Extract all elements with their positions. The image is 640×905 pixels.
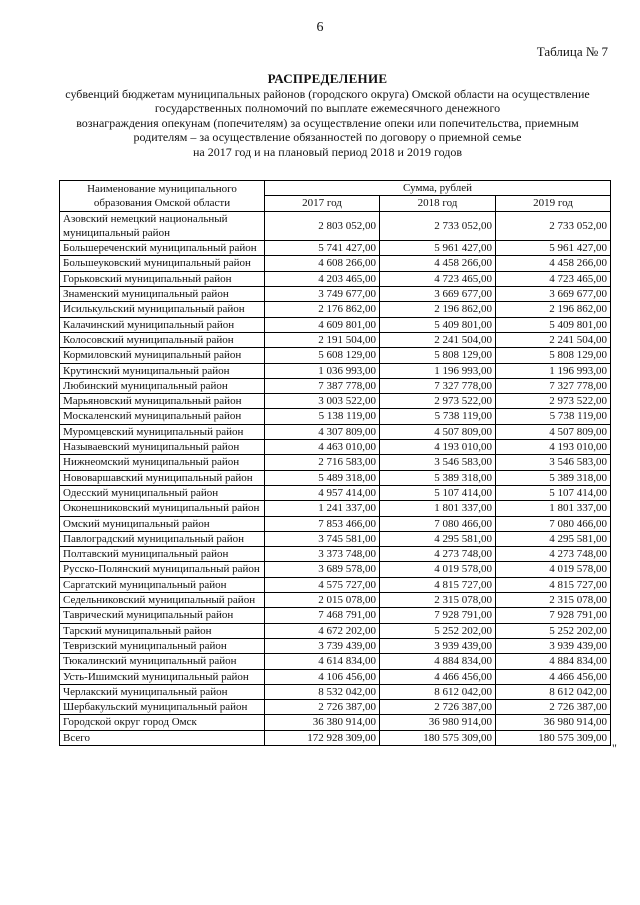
municipality-name: Большереченский муниципальный район bbox=[60, 241, 265, 256]
amount-2018: 4 193 010,00 bbox=[380, 440, 496, 455]
amount-2018: 7 080 466,00 bbox=[380, 516, 496, 531]
municipality-name: Усть-Ишимский муниципальный район bbox=[60, 669, 265, 684]
table-row bbox=[60, 409, 611, 424]
header-year-2017: 2017 год bbox=[265, 196, 380, 211]
amount-2018: 5 107 414,00 bbox=[380, 485, 496, 500]
amount-2018: 1 801 337,00 bbox=[380, 501, 496, 516]
amount-2019: 4 466 456,00 bbox=[496, 669, 611, 684]
amount-2018: 4 466 456,00 bbox=[380, 669, 496, 684]
table-row bbox=[60, 348, 611, 363]
amount-2019: 1 801 337,00 bbox=[496, 501, 611, 516]
amount-2018: 4 507 809,00 bbox=[380, 424, 496, 439]
municipality-name: Марьяновский муниципальный район bbox=[60, 394, 265, 409]
municipality-name: Черлакский муниципальный район bbox=[60, 684, 265, 699]
municipality-name: Называевский муниципальный район bbox=[60, 440, 265, 455]
amount-2017: 4 106 456,00 bbox=[265, 669, 380, 684]
amount-2018: 36 980 914,00 bbox=[380, 715, 496, 730]
municipality-name: Шербакульский муниципальный район bbox=[60, 700, 265, 715]
amount-2017: 4 463 010,00 bbox=[265, 440, 380, 455]
amount-2017: 7 387 778,00 bbox=[265, 378, 380, 393]
table-row bbox=[60, 271, 611, 286]
table-row bbox=[60, 241, 611, 256]
document-title bbox=[40, 72, 615, 160]
table-row bbox=[60, 547, 611, 562]
municipality-name: Павлоградский муниципальный район bbox=[60, 531, 265, 546]
amount-2019: 4 458 266,00 bbox=[496, 256, 611, 271]
table-row bbox=[60, 684, 611, 699]
municipality-name: Горьковский муниципальный район bbox=[60, 271, 265, 286]
amount-2019: 4 193 010,00 bbox=[496, 440, 611, 455]
table-row bbox=[60, 440, 611, 455]
municipality-name: Седельниковский муниципальный район bbox=[60, 593, 265, 608]
amount-2018: 5 808 129,00 bbox=[380, 348, 496, 363]
table-row bbox=[60, 700, 611, 715]
amount-2018: 5 389 318,00 bbox=[380, 470, 496, 485]
table-row bbox=[60, 470, 611, 485]
municipality-name: Русско-Полянский муниципальный район bbox=[60, 562, 265, 577]
header-municipality: Наименование муниципального образования Омской области bbox=[60, 181, 265, 212]
amount-2018: 4 815 727,00 bbox=[380, 577, 496, 592]
municipality-name: Таврический муниципальный район bbox=[60, 608, 265, 623]
municipality-name: Крутинский муниципальный район bbox=[60, 363, 265, 378]
amount-2017: 4 307 809,00 bbox=[265, 424, 380, 439]
municipality-name: Нижнеомский муниципальный район bbox=[60, 455, 265, 470]
municipality-name: Тюкалинский муниципальный район bbox=[60, 654, 265, 669]
amount-2017: 2 716 583,00 bbox=[265, 455, 380, 470]
amount-2017: 3 739 439,00 bbox=[265, 638, 380, 653]
amount-2018: 1 196 993,00 bbox=[380, 363, 496, 378]
amount-2017: 7 468 791,00 bbox=[265, 608, 380, 623]
table-row bbox=[60, 715, 611, 730]
municipality-name: Знаменский муниципальный район bbox=[60, 287, 265, 302]
amount-2017: 3 003 522,00 bbox=[265, 394, 380, 409]
header-year-2018: 2018 год bbox=[380, 196, 496, 211]
amount-2017: 5 138 119,00 bbox=[265, 409, 380, 424]
municipality-name: Любинский муниципальный район bbox=[60, 378, 265, 393]
amount-2018: 3 939 439,00 bbox=[380, 638, 496, 653]
amount-2018: 2 726 387,00 bbox=[380, 700, 496, 715]
amount-2018: 4 884 834,00 bbox=[380, 654, 496, 669]
amount-2017: 1 036 993,00 bbox=[265, 363, 380, 378]
amount-2018: 4 295 581,00 bbox=[380, 531, 496, 546]
amount-2019: 4 815 727,00 bbox=[496, 577, 611, 592]
amount-2018: 5 961 427,00 bbox=[380, 241, 496, 256]
amount-2019: 5 409 801,00 bbox=[496, 317, 611, 332]
amount-2018: 5 252 202,00 bbox=[380, 623, 496, 638]
municipality-name: Азовский немецкий национальный муниципальный район bbox=[60, 211, 265, 241]
amount-2018: 2 241 504,00 bbox=[380, 332, 496, 347]
amount-2017: 2 015 078,00 bbox=[265, 593, 380, 608]
amount-2019: 4 723 465,00 bbox=[496, 271, 611, 286]
amount-2019: 5 107 414,00 bbox=[496, 485, 611, 500]
amount-2017: 2 803 052,00 bbox=[265, 211, 380, 241]
amount-2018: 5 738 119,00 bbox=[380, 409, 496, 424]
table-row bbox=[60, 256, 611, 271]
amount-2018: 3 546 583,00 bbox=[380, 455, 496, 470]
table-row bbox=[60, 302, 611, 317]
amount-2018: 2 733 052,00 bbox=[380, 211, 496, 241]
amount-2019: 7 327 778,00 bbox=[496, 378, 611, 393]
table-row bbox=[60, 287, 611, 302]
municipality-name: Муромцевский муниципальный район bbox=[60, 424, 265, 439]
table-row bbox=[60, 378, 611, 393]
amount-2017: 4 957 414,00 bbox=[265, 485, 380, 500]
amount-2017: 4 608 266,00 bbox=[265, 256, 380, 271]
amount-2019: 7 080 466,00 bbox=[496, 516, 611, 531]
table-row bbox=[60, 211, 611, 241]
municipality-name: Тарский муниципальный район bbox=[60, 623, 265, 638]
amount-2017: 4 614 834,00 bbox=[265, 654, 380, 669]
municipality-name: Полтавский муниципальный район bbox=[60, 547, 265, 562]
table-row bbox=[60, 730, 611, 745]
table-row bbox=[60, 363, 611, 378]
amount-2017: 3 373 748,00 bbox=[265, 547, 380, 562]
amount-2019: 1 196 993,00 bbox=[496, 363, 611, 378]
table-row bbox=[60, 531, 611, 546]
amount-2019: 3 546 583,00 bbox=[496, 455, 611, 470]
municipality-name: Городской округ город Омск bbox=[60, 715, 265, 730]
municipality-name: Одесский муниципальный район bbox=[60, 485, 265, 500]
amount-2018: 180 575 309,00 bbox=[380, 730, 496, 745]
table-row bbox=[60, 394, 611, 409]
amount-2017: 2 176 862,00 bbox=[265, 302, 380, 317]
table-row bbox=[60, 485, 611, 500]
page-number: 6 bbox=[316, 20, 324, 35]
amount-2019: 4 273 748,00 bbox=[496, 547, 611, 562]
title-line: на 2017 год и на плановый период 2018 и 2019 годов bbox=[192, 144, 462, 159]
table-row bbox=[60, 577, 611, 592]
amount-2017: 5 741 427,00 bbox=[265, 241, 380, 256]
table-row bbox=[60, 593, 611, 608]
table-row bbox=[60, 455, 611, 470]
amount-2018: 7 928 791,00 bbox=[380, 608, 496, 623]
amount-2019: 5 738 119,00 bbox=[496, 409, 611, 424]
amount-2019: 2 196 862,00 bbox=[496, 302, 611, 317]
table-row bbox=[60, 501, 611, 516]
amount-2017: 7 853 466,00 bbox=[265, 516, 380, 531]
municipality-name: Саргатский муниципальный район bbox=[60, 577, 265, 592]
distribution-table bbox=[59, 180, 611, 746]
amount-2019: 2 973 522,00 bbox=[496, 394, 611, 409]
amount-2017: 4 203 465,00 bbox=[265, 271, 380, 286]
municipality-name: Калачинский муниципальный район bbox=[60, 317, 265, 332]
title-line: родителям – за осуществление обязанностей по договору о приемной семье bbox=[133, 130, 522, 145]
amount-2017: 3 745 581,00 bbox=[265, 531, 380, 546]
table-row bbox=[60, 623, 611, 638]
amount-2018: 5 409 801,00 bbox=[380, 317, 496, 332]
municipality-name: Большеуковский муниципальный район bbox=[60, 256, 265, 271]
municipality-name: Нововаршавский муниципальный район bbox=[60, 470, 265, 485]
amount-2019: 4 507 809,00 bbox=[496, 424, 611, 439]
amount-2019: 3 939 439,00 bbox=[496, 638, 611, 653]
amount-2019: 3 669 677,00 bbox=[496, 287, 611, 302]
amount-2018: 2 315 078,00 bbox=[380, 593, 496, 608]
title-line: государственных полномочий по выплате ежемесячного денежного bbox=[154, 101, 501, 116]
municipality-name: Всего bbox=[60, 730, 265, 745]
municipality-name: Колосовский муниципальный район bbox=[60, 332, 265, 347]
amount-2018: 4 019 578,00 bbox=[380, 562, 496, 577]
amount-2017: 4 672 202,00 bbox=[265, 623, 380, 638]
amount-2019: 2 315 078,00 bbox=[496, 593, 611, 608]
table-body bbox=[60, 211, 611, 745]
amount-2017: 4 575 727,00 bbox=[265, 577, 380, 592]
municipality-name: Омский муниципальный район bbox=[60, 516, 265, 531]
table-row bbox=[60, 332, 611, 347]
title-main: РАСПРЕДЕЛЕНИЕ bbox=[267, 71, 388, 86]
municipality-name: Кормиловский муниципальный район bbox=[60, 348, 265, 363]
amount-2017: 5 489 318,00 bbox=[265, 470, 380, 485]
municipality-name: Тевризский муниципальный район bbox=[60, 638, 265, 653]
amount-2017: 4 609 801,00 bbox=[265, 317, 380, 332]
amount-2018: 8 612 042,00 bbox=[380, 684, 496, 699]
amount-2019: 36 980 914,00 bbox=[496, 715, 611, 730]
amount-2018: 3 669 677,00 bbox=[380, 287, 496, 302]
table-row bbox=[60, 638, 611, 653]
amount-2018: 7 327 778,00 bbox=[380, 378, 496, 393]
amount-2018: 2 196 862,00 bbox=[380, 302, 496, 317]
amount-2017: 5 608 129,00 bbox=[265, 348, 380, 363]
table-row bbox=[60, 608, 611, 623]
table-row bbox=[60, 424, 611, 439]
amount-2019: 5 808 129,00 bbox=[496, 348, 611, 363]
title-line: субвенций бюджетам муниципальных районов (городского округа) Омской области на осуществление bbox=[65, 86, 590, 101]
amount-2019: 2 733 052,00 bbox=[496, 211, 611, 241]
header-year-2019: 2019 год bbox=[496, 196, 611, 211]
table-label: Таблица № 7 bbox=[536, 44, 608, 59]
amount-2019: 2 726 387,00 bbox=[496, 700, 611, 715]
municipality-name: Москаленский муниципальный район bbox=[60, 409, 265, 424]
table-row bbox=[60, 654, 611, 669]
table-row bbox=[60, 562, 611, 577]
amount-2017: 8 532 042,00 bbox=[265, 684, 380, 699]
amount-2019: 5 389 318,00 bbox=[496, 470, 611, 485]
amount-2019: 180 575 309,00 bbox=[496, 730, 611, 745]
amount-2017: 2 726 387,00 bbox=[265, 700, 380, 715]
table-row bbox=[60, 317, 611, 332]
table-row bbox=[60, 669, 611, 684]
amount-2018: 4 273 748,00 bbox=[380, 547, 496, 562]
table-row bbox=[60, 516, 611, 531]
amount-2019: 8 612 042,00 bbox=[496, 684, 611, 699]
end-quote-mark: " bbox=[612, 741, 617, 755]
amount-2019: 4 884 834,00 bbox=[496, 654, 611, 669]
amount-2018: 4 723 465,00 bbox=[380, 271, 496, 286]
amount-2017: 172 928 309,00 bbox=[265, 730, 380, 745]
amount-2018: 4 458 266,00 bbox=[380, 256, 496, 271]
amount-2019: 7 928 791,00 bbox=[496, 608, 611, 623]
amount-2017: 3 749 677,00 bbox=[265, 287, 380, 302]
amount-2019: 5 252 202,00 bbox=[496, 623, 611, 638]
amount-2017: 2 191 504,00 bbox=[265, 332, 380, 347]
amount-2018: 2 973 522,00 bbox=[380, 394, 496, 409]
municipality-name: Оконешниковский муниципальный район bbox=[60, 501, 265, 516]
amount-2017: 3 689 578,00 bbox=[265, 562, 380, 577]
title-line: вознаграждения опекунам (попечителям) за осуществление опеки или попечительства, приемным bbox=[76, 115, 579, 130]
amount-2019: 5 961 427,00 bbox=[496, 241, 611, 256]
header-sum: Сумма, рублей bbox=[265, 181, 611, 196]
amount-2019: 4 019 578,00 bbox=[496, 562, 611, 577]
amount-2019: 2 241 504,00 bbox=[496, 332, 611, 347]
municipality-name: Исилькульский муниципальный район bbox=[60, 302, 265, 317]
amount-2017: 1 241 337,00 bbox=[265, 501, 380, 516]
amount-2019: 4 295 581,00 bbox=[496, 531, 611, 546]
amount-2017: 36 380 914,00 bbox=[265, 715, 380, 730]
